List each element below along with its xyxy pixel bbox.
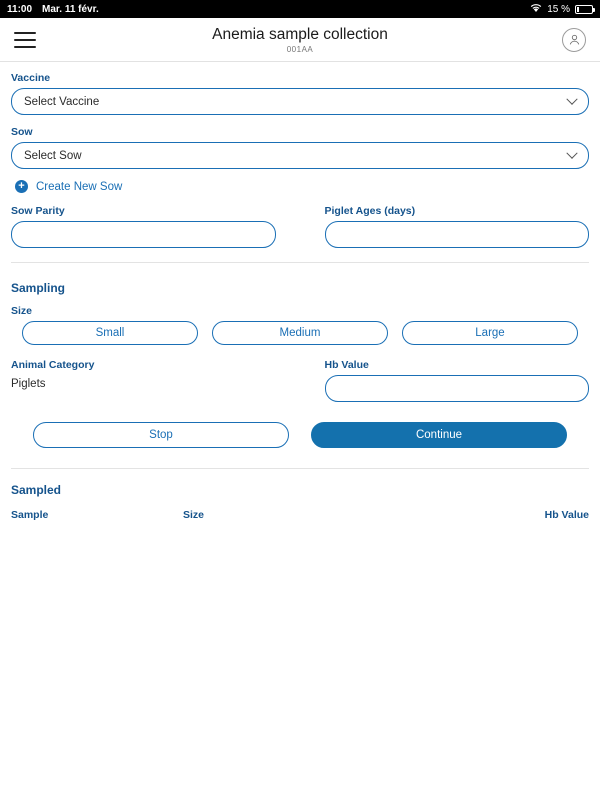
hb-value-label: Hb Value	[324, 359, 369, 371]
status-right-cluster	[530, 3, 593, 16]
parity-ages-row	[11, 205, 589, 248]
create-new-sow-link[interactable]: Create New Sow	[36, 180, 123, 193]
column-header-size: Size	[183, 509, 205, 521]
sow-select-value: Select Sow	[24, 149, 82, 162]
hb-value-field	[325, 359, 590, 402]
chevron-down-icon	[566, 147, 577, 158]
chevron-down-icon	[566, 93, 577, 104]
piglet-ages-label: Piglet Ages (days)	[324, 205, 416, 217]
sow-select[interactable]	[11, 142, 589, 169]
sow-parity-input[interactable]	[11, 221, 276, 248]
size-option-large[interactable]: Large	[402, 321, 578, 345]
size-options	[11, 321, 589, 345]
hamburger-menu-icon[interactable]	[14, 32, 36, 48]
vaccine-select-value: Select Vaccine	[24, 95, 100, 108]
column-header-hb-value: Hb Value	[544, 509, 589, 521]
animal-category-label: Animal Category	[11, 359, 95, 371]
status-bar	[0, 0, 600, 18]
sow-parity-field	[11, 205, 276, 248]
animal-category-value: Piglets	[11, 378, 46, 390]
page-title: Anemia sample collection	[212, 25, 388, 43]
category-hb-row	[11, 359, 589, 402]
status-time: 11:00	[7, 3, 33, 15]
title-block	[0, 26, 600, 54]
user-avatar-icon[interactable]	[562, 28, 586, 52]
sampling-section-title: Sampling	[11, 281, 66, 295]
sampled-table-header	[11, 509, 589, 521]
sow-label: Sow	[11, 126, 33, 138]
vaccine-label: Vaccine	[11, 72, 51, 84]
vaccine-select[interactable]	[11, 88, 589, 115]
size-label: Size	[11, 305, 33, 317]
divider-sampling	[11, 262, 589, 263]
create-new-sow-row[interactable]	[15, 180, 589, 193]
stop-button[interactable]: Stop	[33, 422, 289, 448]
plus-circle-icon: +	[15, 180, 28, 193]
size-option-small[interactable]: Small	[22, 321, 198, 345]
sow-parity-label: Sow Parity	[11, 205, 65, 217]
battery-icon	[575, 5, 593, 14]
status-date: Mar. 11 févr.	[42, 3, 99, 15]
action-buttons	[11, 422, 589, 448]
piglet-ages-input[interactable]	[325, 221, 590, 248]
hb-value-input[interactable]	[325, 375, 590, 402]
battery-percent-label: 15 %	[547, 3, 570, 15]
app-bar	[0, 18, 600, 62]
wifi-icon	[530, 3, 542, 16]
main-content	[0, 62, 600, 521]
page-subtitle: 001AA	[286, 44, 314, 54]
piglet-ages-field	[325, 205, 590, 248]
sampled-section-title: Sampled	[11, 483, 62, 497]
divider-sampled	[11, 468, 589, 469]
animal-category-field	[11, 359, 276, 402]
column-header-sample: Sample	[11, 509, 49, 521]
size-option-medium[interactable]: Medium	[212, 321, 388, 345]
continue-button[interactable]: Continue	[311, 422, 567, 448]
